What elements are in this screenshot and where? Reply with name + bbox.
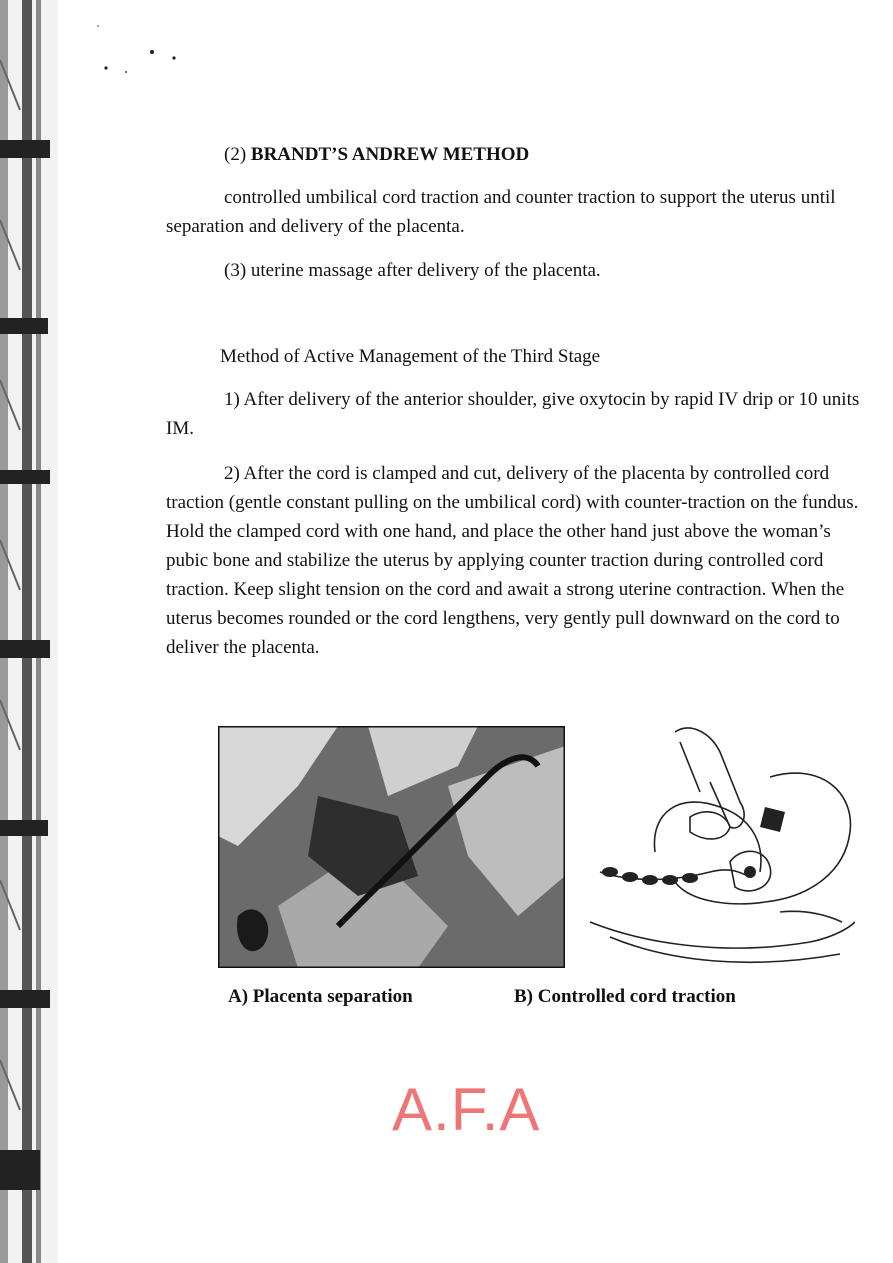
method-step-2: 2) After the cord is clamped and cut, delivery of the placenta by controlled cord traction (gentle constant pulling on the umbilical cord) with counter-traction on the fundus. Hold the clamped cord with one hand, and place the other hand just above the woman’s pubic bone and stabilize the uterus by applying counter traction during controlled cord traction. Keep slight tension on the cord and await a strong uterine contraction. When the uterus becomes rounded or the cord lengthens, very gently pull downward on the cord to deliver the placenta. <box>166 463 859 658</box>
section-number: (2) <box>224 144 247 165</box>
watermark: A.F.A <box>392 1076 541 1143</box>
caption-placenta-separation: A) Placenta separation <box>228 986 413 1007</box>
caption-controlled-cord-traction: B) Controlled cord traction <box>514 986 736 1007</box>
section-title: BRANDT’S ANDREW METHOD <box>250 144 530 165</box>
cord-traction-paragraph: controlled umbilical cord traction and counter traction to support the uterus until separation and delivery of the placenta. <box>166 187 836 237</box>
uterine-massage-paragraph: (3) uterine massage after delivery of the placenta. <box>224 260 601 281</box>
scan-specks <box>90 20 190 90</box>
method-step-1: 1) After delivery of the anterior shoulder, give oxytocin by rapid IV drip or 10 units IM. <box>166 389 860 439</box>
placenta-separation-photo <box>218 726 565 968</box>
method-heading: Method of Active Management of the Third Stage <box>220 346 601 367</box>
section-heading <box>166 140 866 169</box>
controlled-cord-traction-drawing <box>580 722 855 972</box>
binding-strip <box>0 0 58 1263</box>
